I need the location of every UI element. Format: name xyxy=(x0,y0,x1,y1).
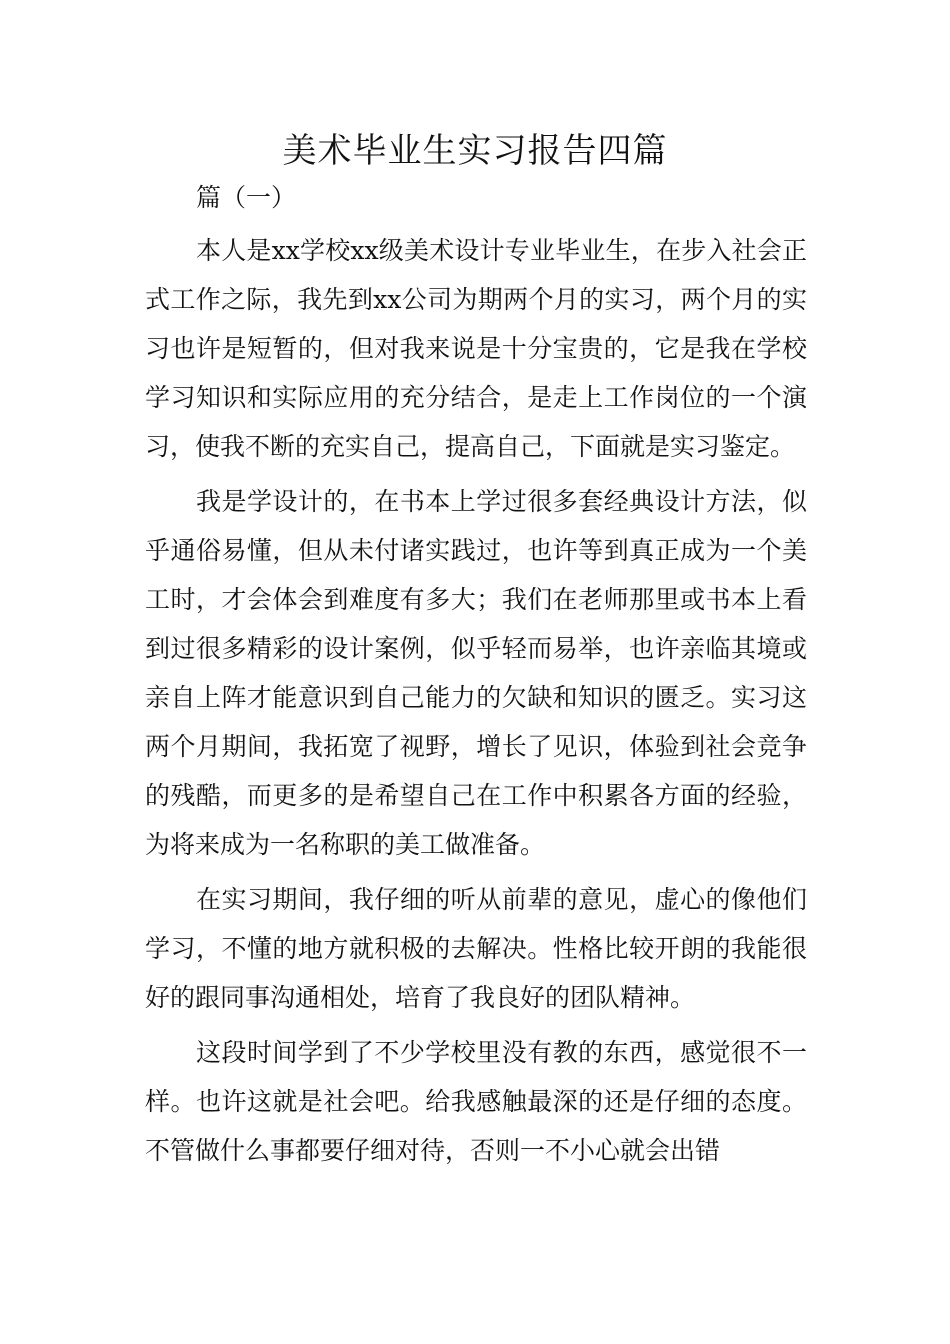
paragraph-3: 在实习期间，我仔细的听从前辈的意见，虚心的像他们学习，不懂的地方就积极的去解决。性格比较开朗的我能很好的跟同事沟通相处，培育了我良好的团队精神。 xyxy=(145,885,807,1012)
document-title: 美术毕业生实习报告四篇 xyxy=(282,131,668,171)
paragraph-2: 我是学设计的，在书本上学过很多套经典设计方法，似乎通俗易懂，但从未付诸实践过，也许等到真正成为一个美工时，才会体会到难度有多大；我们在老师那里或书本上看到过很多精彩的设计案例，似乎轻而易举，也许亲临其境或亲自上阵才能意识到自己能力的欠缺和知识的匮乏。实习这两个月期间，我拓宽了视野，增长了见识，体验到社会竞争的残酷，而更多的是希望自己在工作中积累各方面的经验，为将来成为一名称职的美工做准备。 xyxy=(145,487,807,859)
document-body xyxy=(145,226,807,1181)
paragraph-4: 这段时间学到了不少学校里没有教的东西，感觉很不一样。也许这就是社会吧。给我感触最深的还是仔细的态度。不管做什么事都要仔细对待，否则一不小心就会出错 xyxy=(145,1038,807,1165)
paragraph-1: 本人是xx学校xx级美术设计专业毕业生，在步入社会正式工作之际，我先到xx公司为期两个月的实习，两个月的实习也许是短暂的，但对我来说是十分宝贵的，它是我在学校学习知识和实际应用的充分结合，是走上工作岗位的一个演习，使我不断的充实自己，提高自己，下面就是实习鉴定。 xyxy=(145,236,807,461)
section-heading: 篇（一） xyxy=(196,183,297,212)
